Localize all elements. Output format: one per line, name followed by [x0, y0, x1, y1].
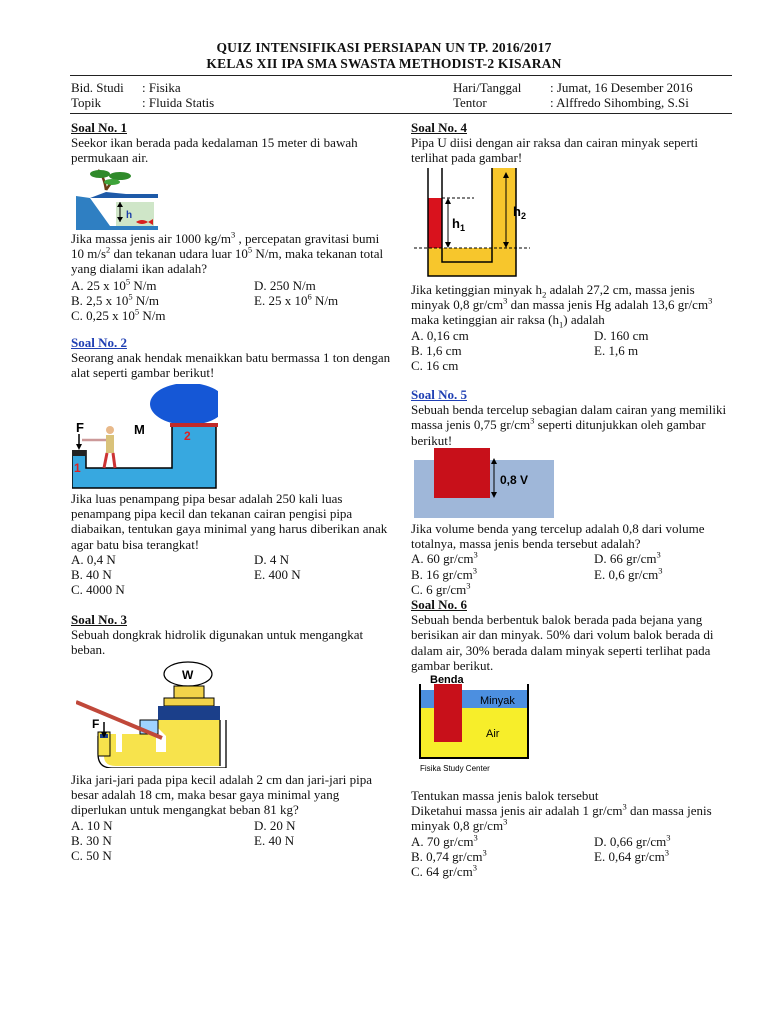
- meta-topik-value: : Fluida Statis: [142, 95, 215, 110]
- question-2: [71, 335, 391, 381]
- q6-fig-credit: Fisika Study Center: [420, 764, 490, 773]
- q5-intro-sup: 3: [530, 416, 535, 427]
- q5-option-d[interactable]: D. 66 $gr/cm^3$: [594, 550, 661, 567]
- q3-option-e[interactable]: E. 40 N: [254, 832, 295, 848]
- q5-figure-float: [414, 446, 554, 518]
- meta-bid-value: : Fisika: [142, 80, 181, 95]
- q4-figure-u-tube: [414, 168, 530, 280]
- q6-fig-minyak: Minyak: [480, 695, 515, 707]
- q4-intro: Pipa U diisi dengan air raksa dan cairan minyak seperti terlihat pada gambar!: [411, 135, 698, 166]
- q5-intro-b: seperti ditunjukkan oleh gambar berikut!: [411, 417, 706, 448]
- q2-fig-M: M: [134, 422, 145, 437]
- q2-body: [71, 491, 391, 597]
- q3-option-b[interactable]: B. 30 N: [71, 832, 112, 848]
- q6-text2-a: Diketahui massa jenis air adalah 1 gr/cm: [411, 803, 623, 819]
- q4-text-c-sup: 3: [708, 295, 713, 306]
- q1-title: Soal No. 1: [71, 120, 127, 135]
- q4-text-d-sub: 1: [559, 320, 564, 330]
- q4-fig-h1: h: [452, 216, 460, 231]
- q1-option-e[interactable]: E. 25 x $10^6$ N/m: [254, 291, 339, 308]
- q3-fig-F: F: [92, 717, 100, 731]
- q3-option-c[interactable]: C. 50 N: [71, 848, 112, 864]
- q6-fig-air: Air: [486, 728, 500, 740]
- q1-option-c[interactable]: C. 0,25 x $10^5$ N/m: [71, 306, 166, 324]
- q5-option-c[interactable]: C. 6 $gr/cm^3$: [411, 580, 471, 597]
- q2-fig-2: 2: [184, 429, 191, 443]
- q3-option-a[interactable]: A. 10 N: [71, 817, 113, 833]
- question-6: [411, 597, 736, 673]
- q1-text-b: , percepatan gravitasi bumi 10 m/s: [71, 231, 380, 262]
- q4-text-a-sub: 2: [542, 289, 547, 300]
- q1-body: [71, 231, 391, 323]
- q6-option-d[interactable]: D. 0,66 $gr/cm^3$: [594, 832, 671, 849]
- q4-title: Soal No. 4: [411, 120, 467, 135]
- q1-option-b[interactable]: B. 2,5 x $10^5$ N/m: [71, 291, 160, 308]
- q1-option-d[interactable]: D. 250 N/m: [254, 277, 316, 293]
- q4-text-e: ) adalah: [563, 312, 605, 328]
- q4-body: [411, 282, 736, 373]
- q5-body: [411, 521, 736, 597]
- meta-bid-label: Bid. Studi: [71, 80, 124, 95]
- q4-text-b: adalah 27,2 cm, massa jenis minyak 0,8 gr/cm: [411, 282, 695, 313]
- q4-fig-h2-sub: 2: [520, 211, 526, 221]
- q6-option-a[interactable]: A. 70 $gr/cm^3$: [411, 832, 478, 849]
- q3-figure-jack: [76, 656, 238, 768]
- q2-option-a[interactable]: A. 0,4 N: [71, 551, 116, 567]
- q2-intro: Seorang anak hendak menaikkan batu bermassa 1 ton dengan alat seperti gambar berikut!: [71, 350, 391, 381]
- q2-title: Soal No. 2: [71, 335, 127, 350]
- question-1: [71, 120, 391, 166]
- q1-text-a: Jika massa jenis air 1000 kg/m: [71, 231, 231, 246]
- q1-text-d: N/m, maka tekanan total yang dialami ikan adalah?: [71, 246, 384, 277]
- q4-option-d[interactable]: D. 160 cm: [594, 327, 649, 343]
- q4-option-c[interactable]: C. 16 cm: [411, 358, 459, 374]
- q6-option-c[interactable]: C. 64 $gr/cm^3$: [411, 862, 477, 880]
- question-4: [411, 120, 736, 166]
- q6-intro: Sebuah benda berbentuk balok berada pada bejana yang berisikan air dan minyak. 50% dari volum balok berada di dalam air, 30% berada dalam minyak seperti terlihat pada gambar berikut.: [411, 612, 714, 673]
- q4-text-d: maka ketinggian air raksa (h: [411, 312, 559, 328]
- header-title-2: KELAS XII IPA SMA SWASTA METHODIST-2 KISARAN: [206, 56, 562, 71]
- q2-fig-1: 1: [74, 461, 81, 475]
- q1-exp5: 5: [247, 244, 253, 255]
- q5-intro-a: Sebuah benda tercelup sebagian dalam cairan yang memiliki massa jenis 0,75 gr/cm: [411, 402, 727, 433]
- q1-fig-label: h: [126, 210, 133, 221]
- q1-text-c: dan tekanan udara luar 10: [110, 246, 248, 262]
- q3-body: [71, 772, 391, 863]
- q6-text1: Tentukan massa jenis balok tersebut: [411, 788, 599, 803]
- q5-option-a[interactable]: A. 60 $gr/cm^3$: [411, 550, 478, 567]
- q3-fig-W: W: [182, 668, 194, 682]
- q4-text-c: dan massa jenis Hg adalah 13,6 gr/cm: [507, 297, 709, 313]
- q4-option-a[interactable]: A. 0,16 cm: [411, 327, 469, 343]
- q6-title: Soal No. 6: [411, 597, 467, 612]
- q6-fig-benda: Benda: [430, 674, 464, 686]
- q3-option-d[interactable]: D. 20 N: [254, 817, 296, 833]
- q4-fig-h2: h: [513, 204, 521, 219]
- q1-exp3: 3: [230, 229, 236, 240]
- header-rule-bottom: [70, 113, 732, 114]
- meta-hari-value: : Jumat, 16 Desember 2016: [550, 80, 693, 95]
- q6-option-b[interactable]: B. 0,74 $gr/cm^3$: [411, 847, 487, 864]
- q2-fig-F: F: [76, 420, 84, 435]
- q2-option-d[interactable]: D. 4 N: [254, 551, 290, 567]
- question-5: [411, 387, 736, 448]
- q5-option-b[interactable]: B. 16 $gr/cm^3$: [411, 565, 477, 582]
- q2-figure-hydraulic: [72, 384, 218, 490]
- meta-topik-label: Topik: [71, 95, 102, 110]
- q3-intro: Sebuah dongkrak hidrolik digunakan untuk mengangkat beban.: [71, 627, 364, 658]
- q2-option-b[interactable]: B. 40 N: [71, 567, 112, 583]
- q6-figure-vessel: [418, 674, 538, 774]
- q3-text: Jika jari-jari pada pipa kecil adalah 2 cm dan jari-jari pipa besar adalah 18 cm, maka besar gaya minimal yang diperlukan untuk mengangkat beban 81 kg?: [71, 772, 373, 818]
- q5-title: Soal No. 5: [411, 387, 467, 402]
- q2-option-c[interactable]: C. 4000 N: [71, 582, 125, 598]
- q3-title: Soal No. 3: [71, 612, 127, 627]
- q6-body: Tentukan massa jenis balok tersebut Diketahui massa jenis air adalah 1 $gr/cm^3$ dan massa jenis minyak 0,8 $gr/cm^3$ A. 70 $gr/cm^3$ D. 0,66 $gr/cm^3$ B. 0,74 $gr/cm^3$ E. 0,64 $gr/cm^3$ C. 64 $gr/cm^3$: [411, 788, 736, 879]
- q1-exp2: 2: [106, 244, 111, 255]
- q1-intro: Seekor ikan berada pada kedalaman 15 meter di bawah permukaan air.: [71, 135, 358, 166]
- q5-text: Jika volume benda yang tercelup adalah 0,8 dari volume totalnya, massa jenis benda tersebut adalah?: [411, 521, 705, 552]
- q2-text: Jika luas penampang pipa besar adalah 250 kali luas penampang pipa kecil dan tekanan cairan pengisi pipa diabaikan, tentukan gaya minimal yang harus diberikan anak agar batu bisa terangkat!: [71, 491, 388, 552]
- q6-text2-b: dan massa jenis minyak 0,8 gr/cm: [411, 803, 712, 834]
- meta-tentor-value: : Alffredo Sihombing, S.Si: [550, 95, 689, 110]
- question-3: [71, 612, 391, 658]
- meta-tentor-label: Tentor: [453, 95, 487, 110]
- header-title-1: QUIZ INTENSIFIKASI PERSIAPAN UN TP. 2016/2017: [216, 40, 552, 55]
- q2-option-e[interactable]: E. 400 N: [254, 567, 301, 583]
- q5-fig-label: 0,8 V: [500, 473, 529, 487]
- q4-text-b-sup: 3: [503, 295, 508, 306]
- q4-option-e[interactable]: E. 1,6 m: [594, 342, 639, 358]
- q6-option-e[interactable]: E. 0,64 $gr/cm^3$: [594, 847, 670, 864]
- q4-text-a: Jika ketinggian minyak h: [411, 282, 543, 297]
- q1-figure-fish: [76, 168, 158, 230]
- q4-fig-h1-sub: 1: [459, 223, 465, 233]
- meta-hari-label: Hari/Tanggal: [453, 80, 522, 95]
- q4-option-b[interactable]: B. 1,6 cm: [411, 342, 462, 358]
- q1-option-a[interactable]: A. 25 x $10^5$ N/m: [71, 276, 157, 293]
- q5-option-e[interactable]: E. 0,6 $gr/cm^3$: [594, 565, 663, 582]
- header-rule-top: [70, 75, 732, 76]
- svg-text:h1: [452, 216, 465, 233]
- svg-text:h2: [513, 204, 526, 221]
